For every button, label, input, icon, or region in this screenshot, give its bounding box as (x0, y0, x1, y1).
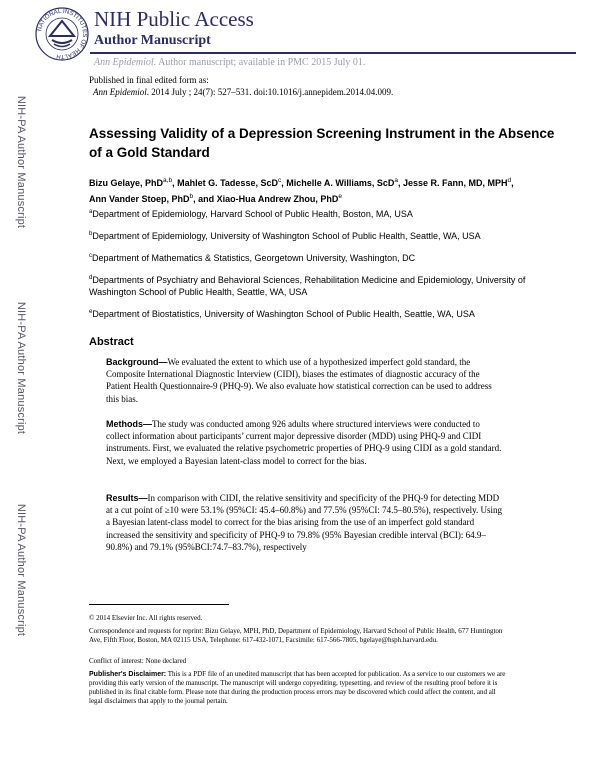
results-label: Results— (106, 493, 148, 503)
author-sup: b (189, 193, 194, 200)
affiliation-sup: e (89, 309, 93, 315)
author-list: Bizu Gelaye, PhD$^{a,b}$, Mahlet G. Tadesse, ScD$^c$, Michelle A. Williams, ScD$^a$, Jesse R. Fann, MD, MPH$^d$, Ann Vander Stoep, PhD$^b$, and Xiao-Hua Andrew Zhou, PhD$^e$ (89, 177, 514, 204)
abstract-background (106, 356, 506, 405)
affiliation (89, 206, 529, 220)
publication-info (89, 74, 393, 98)
side-banner-top (12, 82, 30, 242)
author-sup: c (277, 177, 282, 184)
affiliation-text: Department of Epidemiology, Harvard School of Public Health, Boston, MA, USA (92, 209, 413, 219)
author-name: Bizu Gelaye, PhD (89, 178, 164, 188)
logo-ring-text: NATIONAL INSTITUTES OF HEALTH (37, 8, 88, 60)
author-name: Michelle A. Williams, ScD (286, 178, 395, 188)
author-name: Mahlet G. Tadesse, ScD (177, 178, 278, 188)
author-manuscript-label: Author Manuscript (94, 33, 211, 48)
affiliation (89, 250, 529, 264)
side-banner-text: NIH-PA Author Manuscript (15, 95, 27, 229)
abstract-methods (106, 418, 506, 467)
affiliation-sup: c (89, 253, 92, 259)
methods-label: Methods— (106, 419, 152, 429)
results-text: In comparison with CIDI, the relative sensitivity and specificity of the PHQ-9 for detecting MDD at a cut point of ≥10 were 53.1% (95%CI: 45.4–60.8%) and 77.5% (95%CI: 74.5–80.5%), respectively. Using a Bayesian latent-class model to correct for the bias arising from the use of an imperfect gold standard increased the sensitivity and specificity of PHQ-9 to 79.8% (95% Bayesian credible interval (BCI): 64.9–90.8%) and 79.1% (95%BCI:74.7–83.7%), respectively (106, 493, 503, 552)
affiliation (89, 228, 529, 242)
affiliation-text: Department of Biostatistics, University of Washington School of Public Health, Seattle, WA, USA (92, 309, 475, 319)
affiliations (89, 206, 529, 328)
author-name: Jesse R. Fann, MD, MPH (403, 178, 508, 188)
author-sup: a (394, 177, 398, 184)
abstract-results (106, 492, 506, 553)
affiliation-text: Department of Mathematics & Statistics, Georgetown University, Washington, DC (92, 253, 416, 263)
side-banner-middle (12, 288, 30, 448)
abstract-heading: Abstract (89, 336, 134, 348)
svg-text:NATIONAL INSTITUTES OF HEALTH (37, 9, 87, 59)
side-banner-text: NIH-PA Author Manuscript (15, 503, 27, 637)
affiliation-text: Departments of Psychiatry and Behavioral Sciences, Rehabilitation Medicine and Epidemiology, University of Washington School of Public Health, Seattle, WA, USA (89, 275, 526, 297)
disclaimer-label: Publisher's Disclaimer: (89, 671, 167, 678)
author-name: Ann Vander Stoep, PhD (89, 194, 190, 204)
affiliation (89, 272, 529, 298)
citation-journal: Ann Epidemiol (93, 87, 147, 97)
affiliation-sup: b (89, 231, 93, 237)
publisher-disclaimer (89, 670, 509, 706)
author-sup: a,b (163, 177, 173, 184)
availability-text: Author manuscript; available in PMC 2015 July 01. (156, 57, 366, 68)
author-sup: d (507, 177, 512, 184)
correspondence-note: Correspondence and requests for reprint: Bizu Gelaye, MPH, PhD, Department of Epidemiology, Harvard School of Public Health, 677 Huntington Ave, Fifth Floor, Boston, MA 02115 USA, Telephone: 617-432-1071, Facsimile: 617-566-7805, bgelaye@hsph.harvard.edu. (89, 627, 503, 644)
disclaimer-text: This is a PDF file of an unedited manuscript that has been accepted for publication. As a service to our customers we are providing this early version of the manuscript. The manuscript will undergo copyediting, typesetting, and review of the resulting proof before it is published in its final citable form. Please note that during the production process errors may be discovered which could affect the content, and all legal disclaimers that apply to the journal pertain. (89, 670, 506, 705)
header-divider (90, 52, 576, 54)
citation-details: . 2014 July ; 24(7): 527–531. doi:10.1016/j.annepidem.2014.04.009. (146, 87, 394, 97)
footnote-divider (89, 604, 229, 605)
methods-text: The study was conducted among 926 adults where structured interviews were conducted to collect information about participants’ current major depressive disorder (MDD) using PHQ-9 and CIDI instruments. First, we evaluated the relative psychometric properties of PHQ-9 using CIDI as a gold standard. Next, we employed a Bayesian latent-class model to correct for the bias. (106, 419, 502, 466)
side-banner-text: NIH-PA Author Manuscript (15, 301, 27, 435)
affiliation-sup: a (89, 209, 93, 215)
availability-note (94, 57, 365, 68)
availability-journal: Ann Epidemiol. (94, 57, 157, 68)
author-sup: e (338, 193, 342, 200)
side-banner-bottom (12, 490, 30, 650)
conflict-of-interest: Conflict of interest: None declared (89, 657, 187, 665)
author-name: Xiao-Hua Andrew Zhou, PhD (216, 194, 339, 204)
citation (89, 86, 393, 98)
nih-public-access-title: NIH Public Access (94, 7, 254, 31)
background-text: We evaluated the extent to which use of a hypothesized imperfect gold standard, the Composite International Diagnostic Interview (CIDI), biases the estimates of diagnostic accuracy of the Patient Health Questionnaire-9 (PHQ-9). We also evaluate how statistical correction can be used to address this bias. (106, 357, 492, 404)
nih-logo (34, 6, 90, 62)
affiliation (89, 306, 529, 320)
affiliation-text: Department of Epidemiology, University of Washington School of Public Health, Seattle, WA, USA (92, 231, 481, 241)
published-label: Published in final edited form as: (89, 75, 209, 85)
article-title: Assessing Validity of a Depression Screening Instrument in the Absence of a Gold Standard (89, 126, 555, 160)
copyright-notice: © 2014 Elsevier Inc. All rights reserved. (89, 614, 203, 622)
background-label: Background— (106, 357, 168, 367)
affiliation-sup: d (89, 275, 93, 281)
